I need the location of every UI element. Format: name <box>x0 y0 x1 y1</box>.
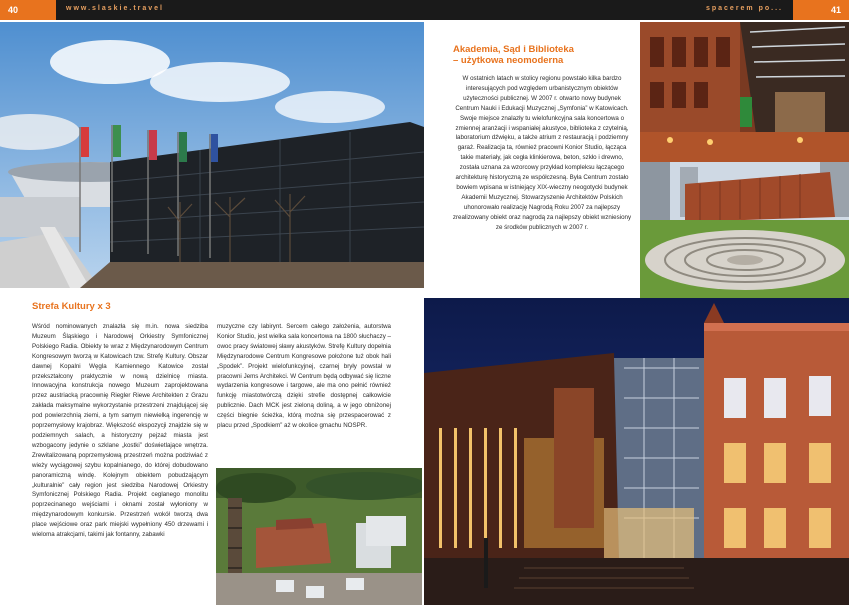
culture-column-2: muzyczne czy labirynt. Sercem całego założenia, autorstwa Konior Studio, jest wielka sala koncertowa na 1800 słuchaczy – owoc pracy światowej sławy akustyków. Strefę Kultury dopełnia Międzynarodowe Centrum Kongresowe położone tuż obok hali „Spodek”. Projekt wielofunkcyjnej, czarnej bryły powstał w pracowni Jems Architekci. W Centrum będą odbywać się liczne wydarzenia kongresowe i targowe, ale ma ono pełnić również funkcję miastotwórczą dzięki strefie dostępnej całkowicie publicznie. Dach MCK jest zieloną doliną, a w jego obniżonej części biegnie ścieżka, którą można się przespacerować z placu przed „Spodkiem” aż w okolice gmachu NOSPR. <box>217 323 391 430</box>
photo-spodek-congress-center <box>0 22 424 288</box>
section-tag: spacerem po... <box>705 5 783 12</box>
site-url[interactable]: www.slaskie.travel <box>66 5 164 12</box>
photo-nospr-amphitheater <box>640 162 849 298</box>
culture-column-1: Wśród nominowanych znalazła się m.in. nowa siedziba Muzeum Śląskiego i Narodowej Orkiestry Symfonicznej Polskiego Radia. Obiekty te wraz z Międzynarodowym Centrum Kongresowym tworzą w Katowicach tzw. Strefę Kultury. Obszar dawnej Kopalni Węgla Kamiennego Katowice został przekształcony praktycznie w nową dzielnicę miasta. Innowacyjna konstrukcja nowego Muzeum zaprojektowana przez austriacką pracownię Riegler Riewe Architekten z Grazu zakłada maksymalne wykorzystanie przestrzeni znajdującej się pod powierzchnią ziemi, a tym samym niewielką ingerencję w poprzemysłowy krajobraz. Większość ekspozycji znajdzie się w podziemnych salach, a historyczny pejzaż miasta jest wzbogacony jedynie o szklane „kostki” doświetlające wnętrza. Zrewitalizowaną poprzemysłową przestrzeń można podziwiać z wieży wyciągowej szybu kopalnianego, do której dobudowano panoramiczną windę. Kolejnym obiektem pobudzającym „kulturalnie” cały region jest siedziba Narodowej Orkiestry Symfonicznej Polskiego Radia. Projekt ceglanego monolitu poprzecinanego wejściami i oknami został wyłoniony w międzynarodowym konkursie. Przestrzeń wokół tworzą dwa place wejściowe oraz park miejski wypełniony 450 drzewami i wieloma atrakcjami, takimi jak fontanny, zabawki <box>32 323 208 539</box>
page-number-right: 41 <box>793 0 849 20</box>
heading-culture-zone: Strefa Kultury x 3 <box>32 301 111 312</box>
heading-academy-line1: Akademia, Sąd i Biblioteka <box>453 44 574 55</box>
academy-paragraph: W ostatnich latach w stolicy regionu powstało kilka bardzo interesujących pod względem urbanistycznym obiektów użyteczności publicznej. W 2007 r. otwarto nowy budynek Centrum Nauki i Edukacji Muzycznej „Symfonia” w Katowicach. Swoje miejsce znalazły tu wielofunkcyjna sala koncertowa o zmiennej aranżacji i wspaniałej akustyce, biblioteka z czytelnią, laboratorium dźwięku, a także atrium z restauracją i podziemny garaż. Realizacja ta, również pracowni Konior Studio, łącząca takie materiały, jak cegła klinkierowa, beton, szkło i drewno, została uznana za wzorcowy przykład kompleksu łączącego architekturę historyczną ze współczesną. Była Centrum zostało bowiem wpisana w istniejący XIX-wieczny neogotycki budynek Akademii Muzycznej. Stowarzyszenie Architektów Polskich uhonorowało realizację Nagrodą Roku 2007 za najlepszy zrealizowany obiekt oraz nagrodą za najlepszy obiekt wzniesiony ze środków publicznych w 2007 r. <box>452 75 632 231</box>
page-number-left: 40 <box>0 0 56 20</box>
heading-academy-line2: – użytkowa neomoderna <box>453 55 564 66</box>
heading-academy <box>453 44 633 66</box>
photo-night-nospr-academy <box>424 298 849 605</box>
photo-silesian-museum-mine-tower <box>216 468 422 605</box>
photo-concert-hall-interior <box>640 22 849 162</box>
